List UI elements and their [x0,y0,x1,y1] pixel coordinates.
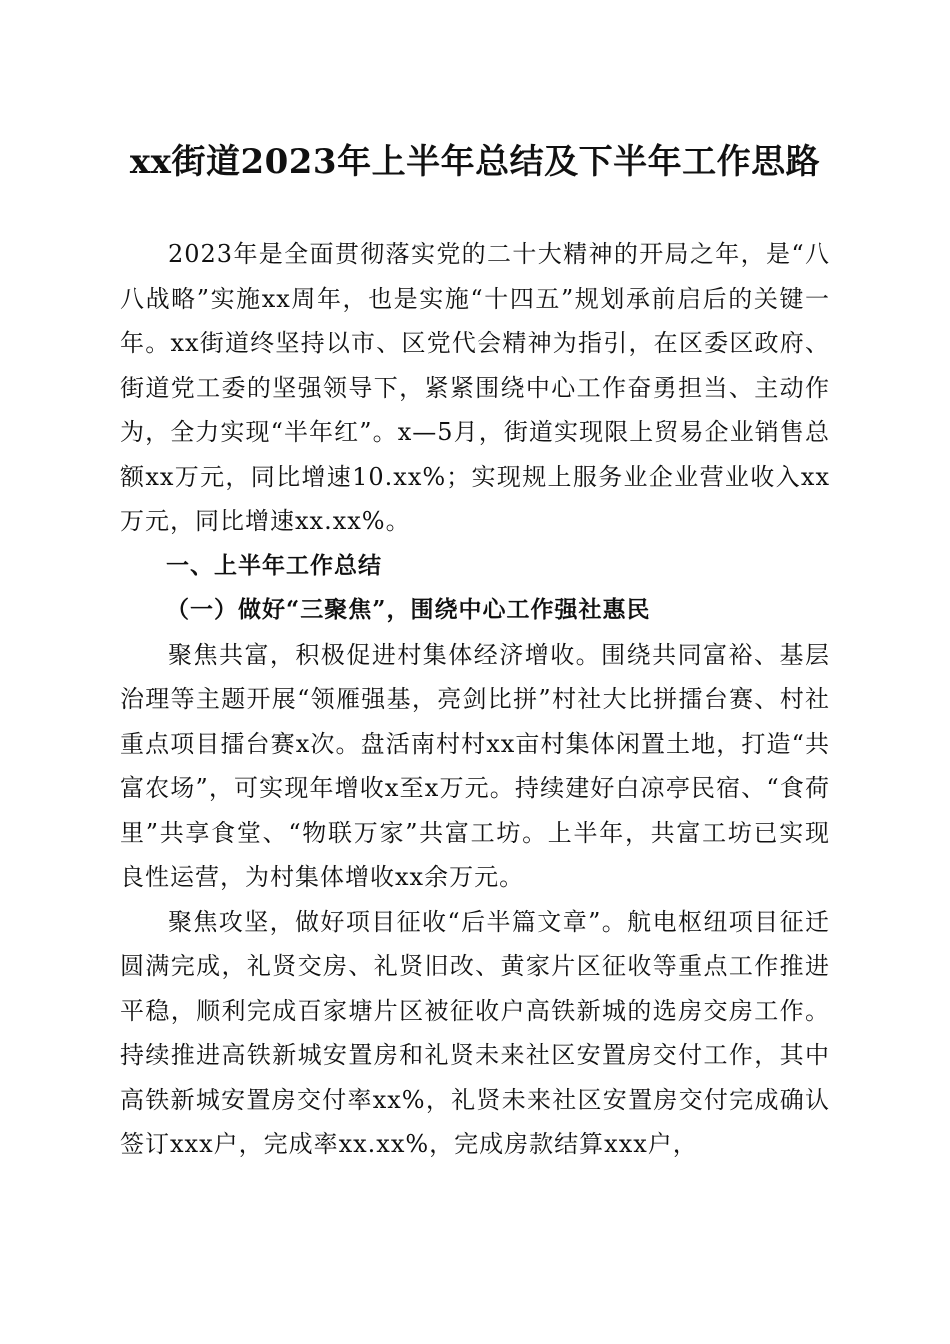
intro-paragraph: 2023年是全面贯彻落实党的二十大精神的开局之年，是“八八战略”实施xx周年，也是实施“十四五”规划承前启后的关键一年。xx街道终坚持以市、区党代会精神为指引，在区委区政府、街道党工委的坚强领导下，紧紧围绕中心工作奋勇担当、主动作为，全力实现“半年红”。x—5月，街道实现限上贸易企业销售总额xx万元，同比增速10.xx%；实现规上服务业企业营业收入xx万元，同比增速xx.xx%。 [120,240,830,535]
section-heading: 一、上半年工作总结 [166,552,382,579]
body-paragraph: 聚焦攻坚，做好项目征收“后半篇文章”。航电枢纽项目征迁圆满完成，礼贤交房、礼贤旧改、黄家片区征收等重点工作推进平稳，顺利完成百家塘片区被征收户高铁新城的选房交房工作。持续推进高铁新城安置房和礼贤未来社区安置房交付工作，其中高铁新城安置房交付率xx%，礼贤未来社区安置房交付完成确认签订xxx户，完成率xx.xx%，完成房款结算xxx户， [120,907,830,1158]
document-title: xx街道2023年上半年总结及下半年工作思路 [129,142,821,182]
subsection-heading: （一）做好“三聚焦”，围绕中心工作强社惠民 [166,596,651,623]
body-paragraph: 聚焦共富，积极促进村集体经济增收。围绕共同富裕、基层治理等主题开展“领雁强基，亮剑比拼”村社大比拼擂台赛、村社重点项目擂台赛x次。盘活南村村xx亩村集体闲置土地，打造“共富农场”，可实现年增收x至x万元。持续建好白凉亭民宿、“食荷里”共享食堂、“物联万家”共富工坊。上半年，共富工坊已实现良性运营，为村集体增收xx余万元。 [120,640,830,891]
document-body [120,232,830,1167]
